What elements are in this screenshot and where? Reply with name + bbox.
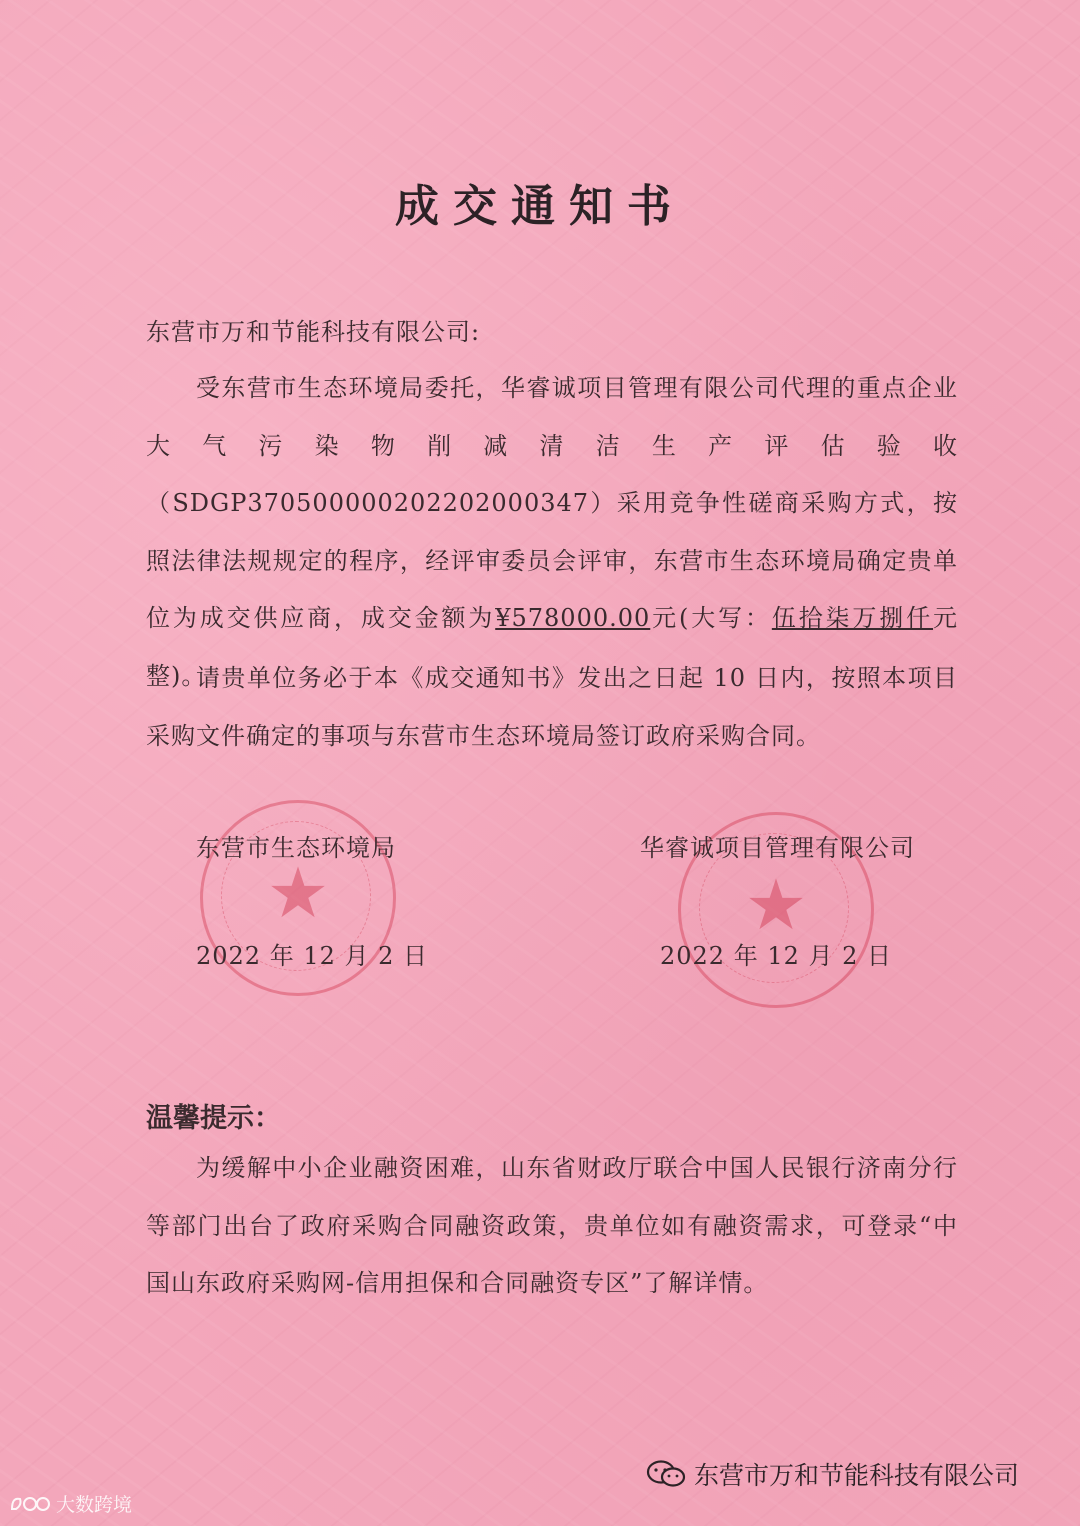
left-signatory-org: 东营市生态环境局 [196,834,396,862]
seal-star-icon: ★ [744,864,808,946]
paragraph-1-text-3: 元整)。 [146,604,959,690]
document-title: 成交通知书 [395,181,685,232]
paragraph-1-text-2: 元(大写： [650,604,772,632]
left-signature-date: 2022 年 12 月 2 日 [196,942,429,970]
watermark-logo-icon [8,1493,52,1515]
wechat-icon [646,1459,688,1489]
watermark-logo [8,1490,132,1517]
watermark-text: 大数跨境 [56,1494,133,1516]
tip-paragraph: 为缓解中小企业融资困难，山东省财政厅联合中国人民银行济南分行等部门出台了政府采购合同融资政策，贵单位如有融资需求，可登录“中国山东政府采购网-信用担保和合同融资专区”了解详情。 [146,1154,958,1297]
seal-star-icon: ★ [266,852,330,934]
right-signatory-org: 华睿诚项目管理有限公司 [640,834,915,862]
tip-heading: 温馨提示： [146,1103,281,1134]
wechat-account-name: 东营市万和节能科技有限公司 [694,1461,1020,1490]
award-amount: ¥578000.00 [495,604,651,632]
paragraph-1-text: 受东营市生态环境局委托，华睿诚项目管理有限公司代理的重点企业大气污染物削减清洁生产评估验收（SDGP370500000202202000347）采用竞争性磋商采购方式，按照法律法规规定的程序，经评审委员会评审，东营市生态环境局确定贵单位为成交供应商，成交金额为 [146,374,958,632]
addressee: 东营市万和节能科技有限公司: [146,318,481,346]
wechat-account-badge [646,1456,1019,1492]
award-amount-words: 伍拾柒万捌仟 [771,604,934,632]
notice-paragraph-2: 请贵单位务必于本《成交通知书》发出之日起 10 日内，按照本项目采购文件确定的事项与东营市生态环境局签订政府采购合同。 [146,664,958,750]
right-signature-date: 2022 年 12 月 2 日 [660,942,893,970]
